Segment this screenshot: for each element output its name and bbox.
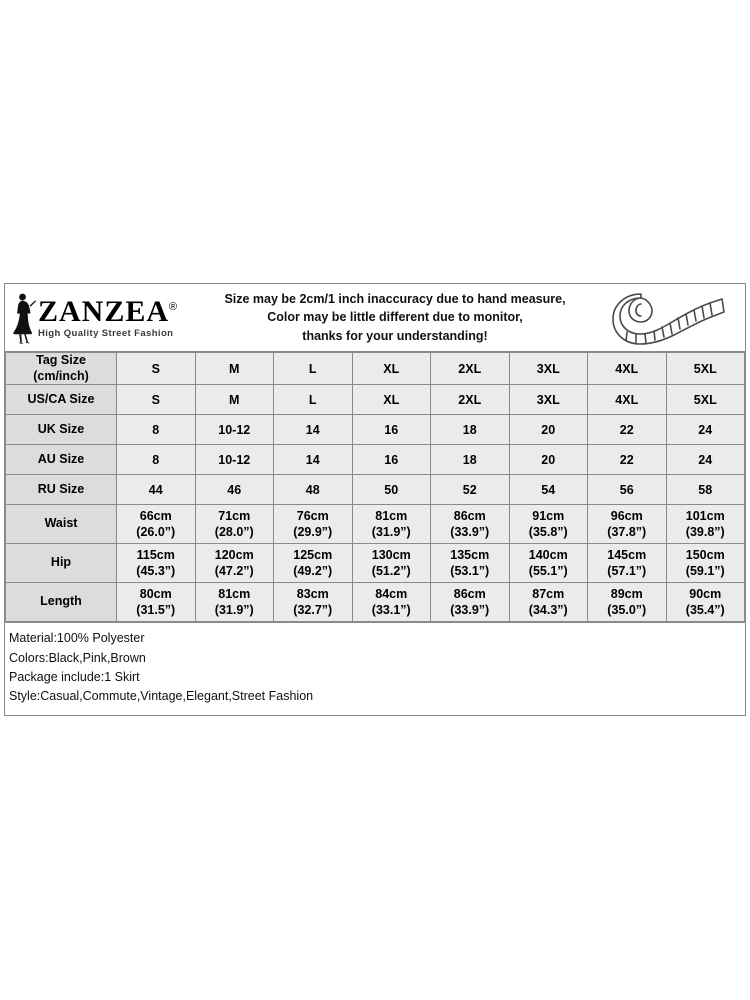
row-label-hip: Hip	[6, 544, 117, 583]
row-label-uk-size: UK Size	[6, 415, 117, 445]
waist-cm-2: 76cm	[296, 509, 329, 523]
cell-tag-size-4: 2XL	[431, 353, 510, 385]
brand-name: ZANZEA®	[38, 294, 179, 328]
cell-tag-size-7: 5XL	[666, 353, 745, 385]
cell-waist-3	[352, 505, 431, 544]
disclaimer-line-3: thanks for your understanding!	[302, 328, 488, 343]
length-cm-4: 86cm	[453, 587, 486, 601]
cell-waist-6	[588, 505, 667, 544]
length-cm-7: 90cm	[689, 587, 722, 601]
length-in-3: (33.1”)	[371, 603, 411, 618]
cell-tag-size-0: S	[117, 353, 196, 385]
measurement-disclaimer	[195, 290, 595, 344]
cell-uk-2: 14	[274, 415, 353, 445]
cell-us-ca-3: XL	[352, 385, 431, 415]
product-details	[5, 622, 745, 715]
cell-ru-2: 48	[274, 475, 353, 505]
hip-cm-2: 125cm	[293, 548, 333, 562]
cell-tag-size-2: L	[274, 353, 353, 385]
cell-length-7	[666, 583, 745, 622]
waist-in-7: (39.8”)	[685, 525, 725, 540]
cell-uk-7: 24	[666, 415, 745, 445]
length-cm-3: 84cm	[375, 587, 408, 601]
cell-au-0: 8	[117, 445, 196, 475]
cell-hip-0	[117, 544, 196, 583]
cell-us-ca-4: 2XL	[431, 385, 510, 415]
cell-us-ca-5: 3XL	[509, 385, 588, 415]
row-label-au-size: AU Size	[6, 445, 117, 475]
cell-waist-0	[117, 505, 196, 544]
hip-in-2: (49.2”)	[293, 564, 333, 579]
cell-tag-size-5: 3XL	[509, 353, 588, 385]
cell-uk-4: 18	[431, 415, 510, 445]
table-row-length	[6, 583, 745, 622]
cell-tag-size-1: M	[195, 353, 274, 385]
length-in-7: (35.4”)	[685, 603, 725, 618]
length-cm-1: 81cm	[218, 587, 251, 601]
cell-ru-4: 52	[431, 475, 510, 505]
cell-ru-5: 54	[509, 475, 588, 505]
waist-cm-3: 81cm	[375, 509, 408, 523]
cell-au-3: 16	[352, 445, 431, 475]
size-table	[5, 352, 745, 622]
row-label-ru-size: RU Size	[6, 475, 117, 505]
cell-hip-6	[588, 544, 667, 583]
table-row-us-ca-size	[6, 385, 745, 415]
waist-in-3: (31.9”)	[371, 525, 411, 540]
length-in-6: (35.0”)	[607, 603, 647, 618]
cell-length-2	[274, 583, 353, 622]
cell-ru-3: 50	[352, 475, 431, 505]
hip-cm-7: 150cm	[685, 548, 725, 562]
cell-length-4	[431, 583, 510, 622]
cell-ru-6: 56	[588, 475, 667, 505]
cell-ru-7: 58	[666, 475, 745, 505]
length-in-1: (31.9”)	[214, 603, 254, 618]
chart-header	[5, 284, 745, 352]
row-label-tag-size	[6, 353, 117, 385]
hip-in-1: (47.2”)	[214, 564, 254, 579]
cell-hip-1	[195, 544, 274, 583]
size-chart-container	[4, 283, 746, 716]
waist-cm-5: 91cm	[532, 509, 565, 523]
cell-us-ca-1: M	[195, 385, 274, 415]
table-row-hip	[6, 544, 745, 583]
hip-in-4: (53.1”)	[450, 564, 490, 579]
cell-uk-0: 8	[117, 415, 196, 445]
cell-length-0	[117, 583, 196, 622]
cell-uk-6: 22	[588, 415, 667, 445]
length-in-0: (31.5”)	[136, 603, 176, 618]
waist-in-1: (28.0”)	[214, 525, 254, 540]
cell-au-4: 18	[431, 445, 510, 475]
cell-hip-2	[274, 544, 353, 583]
registered-trademark-icon: ®	[169, 300, 179, 313]
cell-au-6: 22	[588, 445, 667, 475]
cell-au-1: 10-12	[195, 445, 274, 475]
cell-length-3	[352, 583, 431, 622]
cell-waist-1	[195, 505, 274, 544]
detail-colors: Colors:Black,Pink,Brown	[9, 650, 146, 665]
waist-cm-0: 66cm	[139, 509, 172, 523]
brand-text	[38, 294, 179, 339]
waist-cm-4: 86cm	[453, 509, 486, 523]
cell-waist-7	[666, 505, 745, 544]
hip-in-7: (59.1”)	[685, 564, 725, 579]
waist-in-6: (37.8”)	[607, 525, 647, 540]
waist-cm-1: 71cm	[218, 509, 251, 523]
tag-size-label-line2: (cm/inch)	[33, 368, 89, 383]
waist-in-2: (29.9”)	[293, 525, 333, 540]
hip-cm-1: 120cm	[214, 548, 254, 562]
detail-package: Package include:1 Skirt	[9, 670, 140, 684]
cell-waist-4	[431, 505, 510, 544]
cell-waist-5	[509, 505, 588, 544]
woman-silhouette-icon	[11, 292, 37, 344]
cell-length-1	[195, 583, 274, 622]
cell-uk-5: 20	[509, 415, 588, 445]
cell-au-2: 14	[274, 445, 353, 475]
hip-cm-6: 145cm	[607, 548, 647, 562]
hip-in-5: (55.1”)	[528, 564, 568, 579]
table-row-au-size	[6, 445, 745, 475]
hip-cm-5: 140cm	[528, 548, 568, 562]
hip-cm-3: 130cm	[371, 548, 411, 562]
hip-in-3: (51.2”)	[371, 564, 411, 579]
length-cm-6: 89cm	[610, 587, 643, 601]
brand-logo	[5, 284, 195, 351]
table-row-waist	[6, 505, 745, 544]
cell-us-ca-0: S	[117, 385, 196, 415]
row-label-waist: Waist	[6, 505, 117, 544]
cell-tag-size-3: XL	[352, 353, 431, 385]
hip-in-6: (57.1”)	[607, 564, 647, 579]
cell-length-5	[509, 583, 588, 622]
table-row-tag-size	[6, 353, 745, 385]
cell-waist-2	[274, 505, 353, 544]
cell-hip-7	[666, 544, 745, 583]
waist-in-5: (35.8”)	[528, 525, 568, 540]
length-cm-0: 80cm	[139, 587, 172, 601]
waist-in-4: (33.9”)	[450, 525, 490, 540]
waist-in-0: (26.0”)	[136, 525, 176, 540]
waist-cm-6: 96cm	[610, 509, 643, 523]
cell-ru-1: 46	[195, 475, 274, 505]
tag-size-label-line1: Tag Size	[36, 353, 86, 367]
cell-us-ca-2: L	[274, 385, 353, 415]
cell-hip-4	[431, 544, 510, 583]
detail-material: Material:100% Polyester	[9, 631, 145, 646]
length-in-4: (33.9”)	[450, 603, 490, 618]
cell-hip-3	[352, 544, 431, 583]
hip-cm-0: 115cm	[136, 548, 175, 562]
length-cm-2: 83cm	[296, 587, 329, 601]
hip-in-0: (45.3”)	[136, 564, 176, 579]
hip-cm-4: 135cm	[450, 548, 490, 562]
row-label-us-ca-size: US/CA Size	[6, 385, 117, 415]
cell-us-ca-7: 5XL	[666, 385, 745, 415]
cell-au-5: 20	[509, 445, 588, 475]
cell-hip-5	[509, 544, 588, 583]
brand-tagline: High Quality Street Fashion	[38, 327, 174, 339]
cell-length-6	[588, 583, 667, 622]
waist-cm-7: 101cm	[685, 509, 725, 523]
cell-tag-size-6: 4XL	[588, 353, 667, 385]
length-in-5: (34.3”)	[528, 603, 568, 618]
cell-uk-3: 16	[352, 415, 431, 445]
length-in-2: (32.7”)	[293, 603, 333, 618]
measuring-tape-icon	[595, 284, 745, 351]
cell-ru-0: 44	[117, 475, 196, 505]
table-row-ru-size	[6, 475, 745, 505]
detail-style: Style:Casual,Commute,Vintage,Elegant,Street Fashion	[9, 689, 314, 704]
disclaimer-line-2: Color may be little different due to monitor,	[267, 310, 523, 325]
cell-uk-1: 10-12	[195, 415, 274, 445]
length-cm-5: 87cm	[532, 587, 565, 601]
disclaimer-line-1: Size may be 2cm/1 inch inaccuracy due to hand measure,	[224, 292, 566, 307]
row-label-length: Length	[6, 583, 117, 622]
cell-au-7: 24	[666, 445, 745, 475]
cell-us-ca-6: 4XL	[588, 385, 667, 415]
table-row-uk-size	[6, 415, 745, 445]
